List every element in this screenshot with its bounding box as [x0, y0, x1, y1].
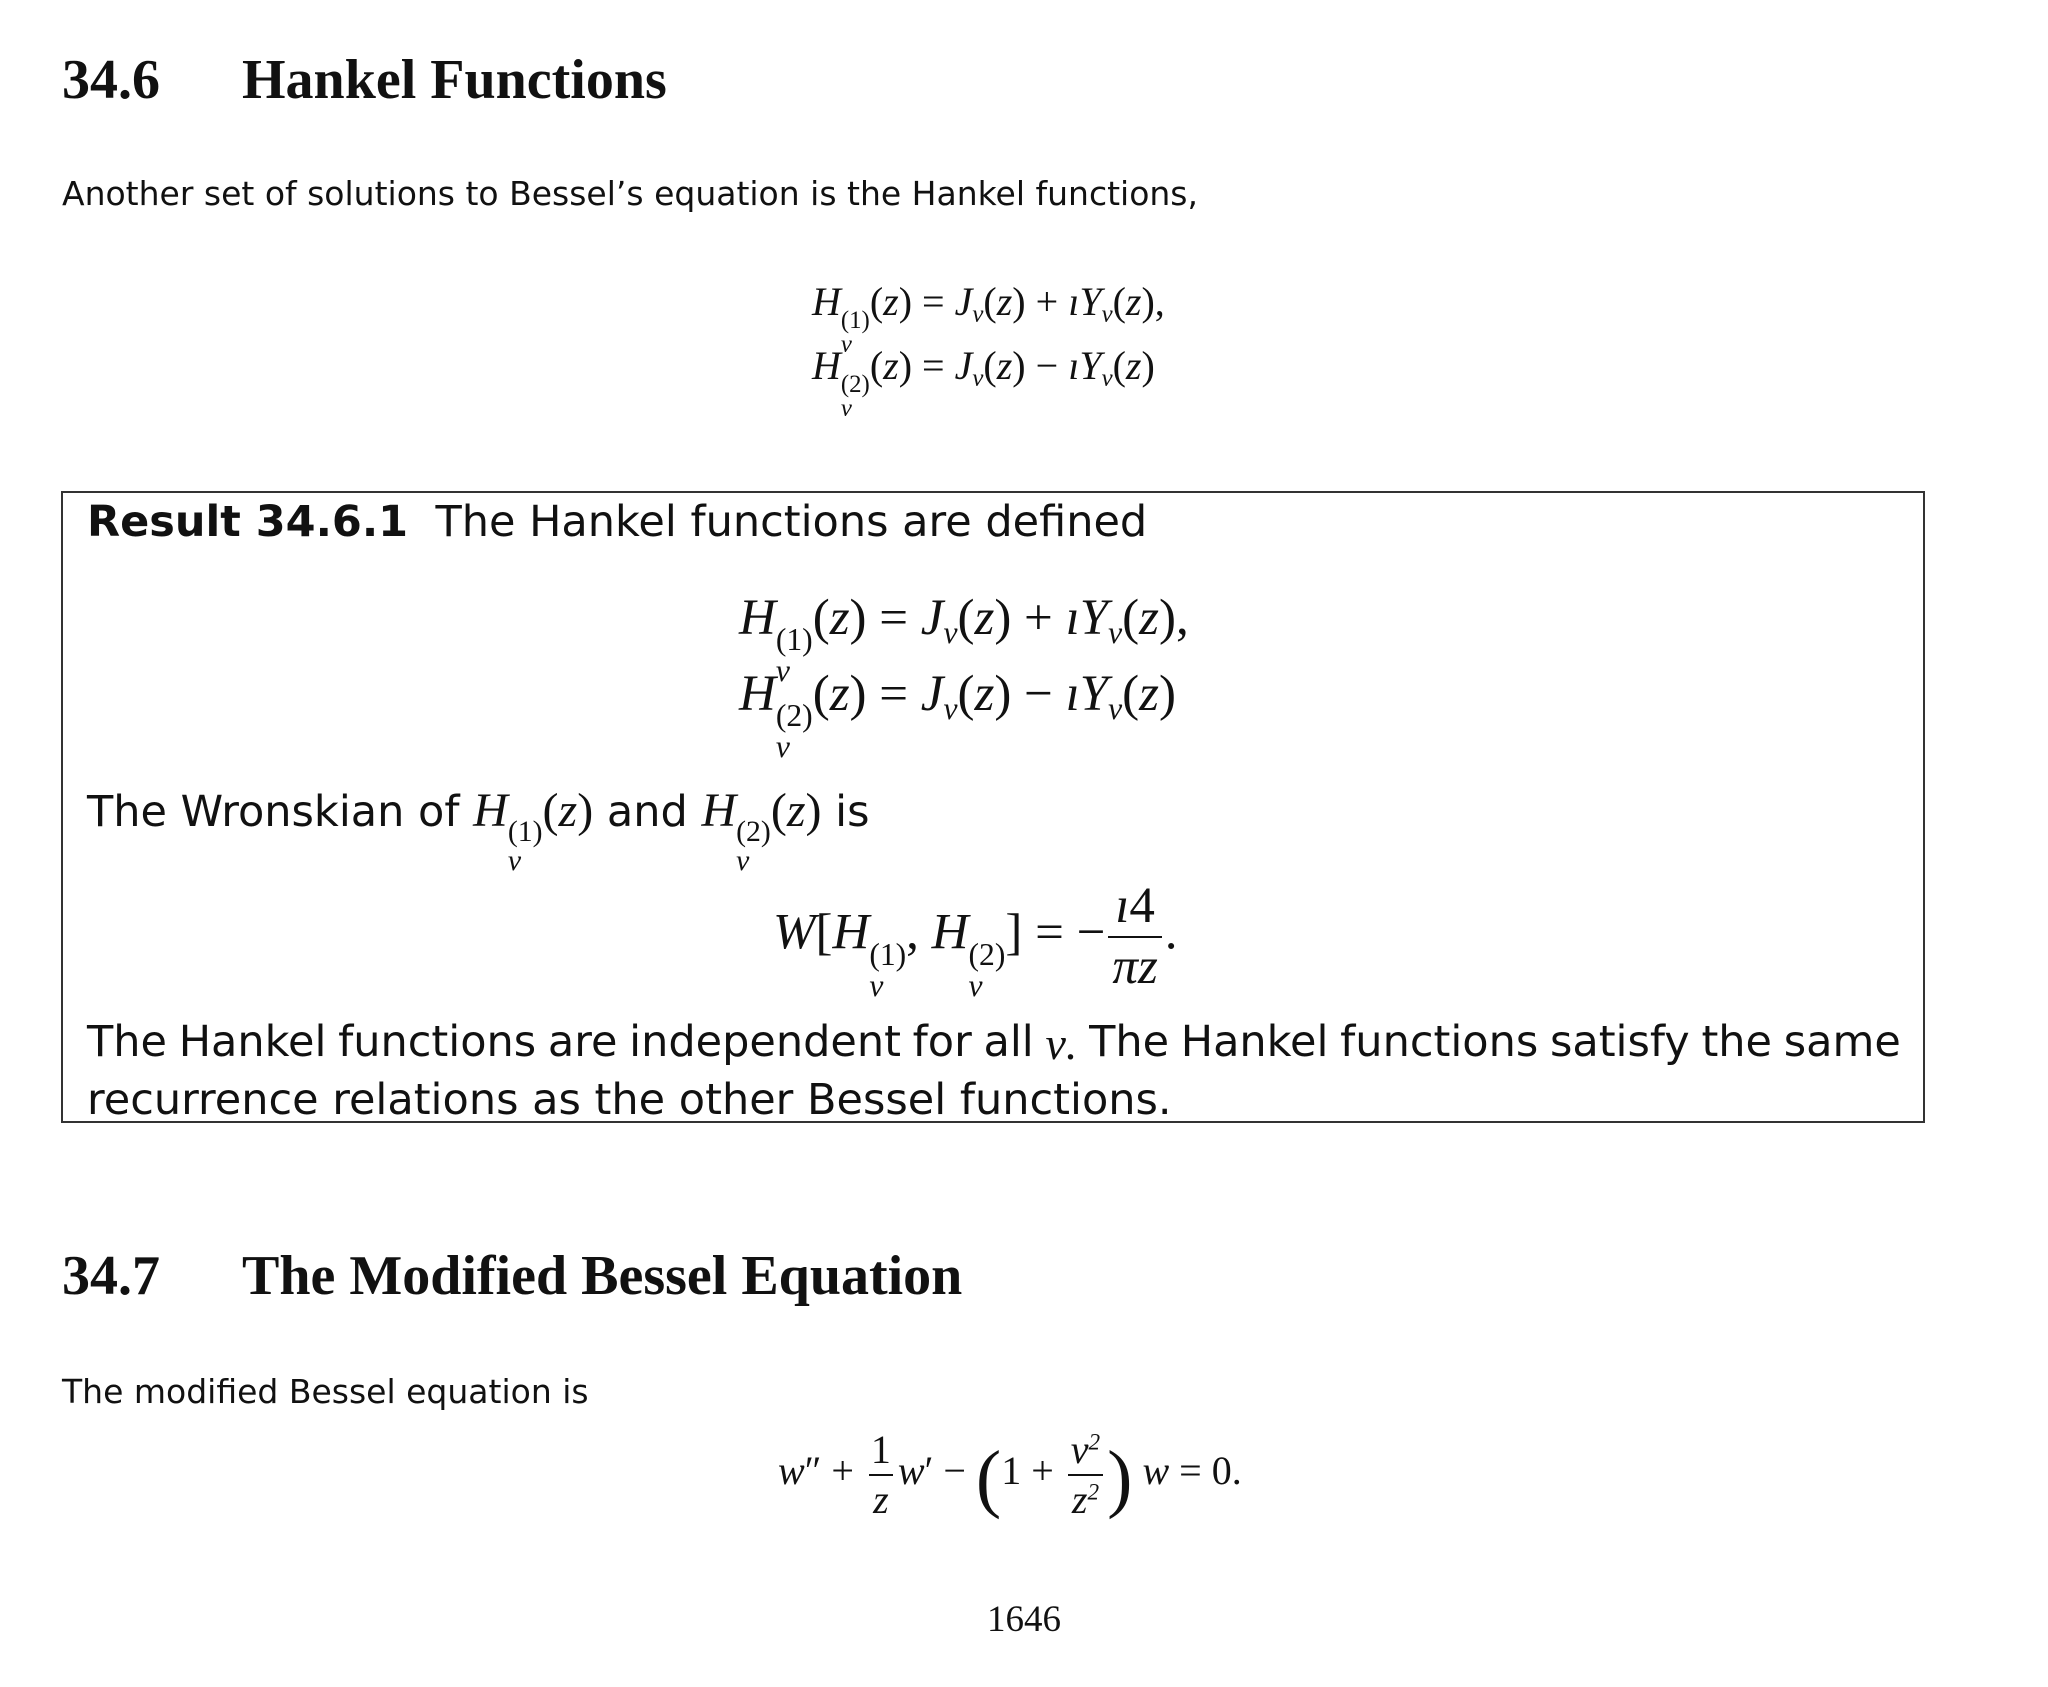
wronskian-sentence [87, 783, 870, 876]
wronskian-text-post: is [835, 787, 870, 837]
section-heading-34-7 [62, 1244, 962, 1308]
section-number: 34.7 [62, 1245, 160, 1307]
section-title: The Modified Bessel Equation [242, 1245, 963, 1307]
closing-word: functions [338, 1017, 537, 1067]
modified-bessel-equation: w″ + $\frac{1}{z}$ w′ − (1 + $\frac{\nu^2}{z^2}$ ) w = 0. [778, 1427, 1242, 1522]
closing-word: independent [629, 1017, 901, 1067]
closing-word: all [983, 1017, 1034, 1067]
result-equation-h2: H (2) ν $(z) = J_\nu(z)$ − $ıY_\nu(z)$ [739, 666, 1176, 764]
section-title: Hankel Functions [242, 49, 667, 111]
equation-h1: H (1) ν $(z) = J_\nu(z)$ + $ıY_\nu(z)$, [812, 279, 1165, 358]
closing-word: The [1089, 1017, 1170, 1067]
wronskian-text-pre: The Wronskian of [87, 787, 460, 837]
closing-word: Hankel [1180, 1017, 1329, 1067]
result-box [61, 491, 1925, 1123]
result-lead [87, 497, 1147, 547]
closing-word: ν. [1045, 1018, 1078, 1069]
result-label: Result 34.6.1 [87, 497, 409, 547]
modified-bessel-intro: The modified Bessel equation is [62, 1372, 589, 1411]
closing-word: Hankel [178, 1017, 327, 1067]
closing-word: satisfy [1549, 1017, 1690, 1067]
closing-word: functions [1340, 1017, 1539, 1067]
closing-word: for [912, 1017, 972, 1067]
closing-word: are [547, 1017, 618, 1067]
wronskian-text-and: and [606, 787, 688, 837]
section-number: 34.6 [62, 49, 160, 111]
page-number: 1646 [987, 1599, 1061, 1640]
wronskian-h1-inline: H (1) ν (z) [473, 784, 594, 878]
closing-word: same [1783, 1017, 1901, 1067]
section-heading-34-6 [62, 48, 667, 112]
equation-h2: H (2) ν $(z) = J_\nu(z)$ − $ıY_\nu(z)$ [812, 343, 1155, 422]
closing-line-2: recurrence relations as the other Bessel functions. [87, 1075, 1172, 1125]
wronskian-h2-inline: H (2) ν (z) [701, 784, 822, 878]
intro-paragraph: Another set of solutions to Bessel’s equation is the Hankel functions, [62, 174, 1198, 213]
closing-line-1 [87, 1017, 1901, 1070]
wronskian-equation: W[H (1) ν , H (2) ν ] = − $\frac{ı4}{\pi z}$ . [773, 878, 1178, 1003]
closing-word: the [1701, 1017, 1773, 1067]
result-equation-h1: H (1) ν $(z) = J_\nu(z)$ + $ıY_\nu(z)$, [739, 590, 1189, 688]
result-lead-text: The Hankel functions are defined [435, 497, 1148, 547]
closing-word: The [87, 1017, 167, 1067]
closing-line-1-words [87, 1017, 1901, 1070]
